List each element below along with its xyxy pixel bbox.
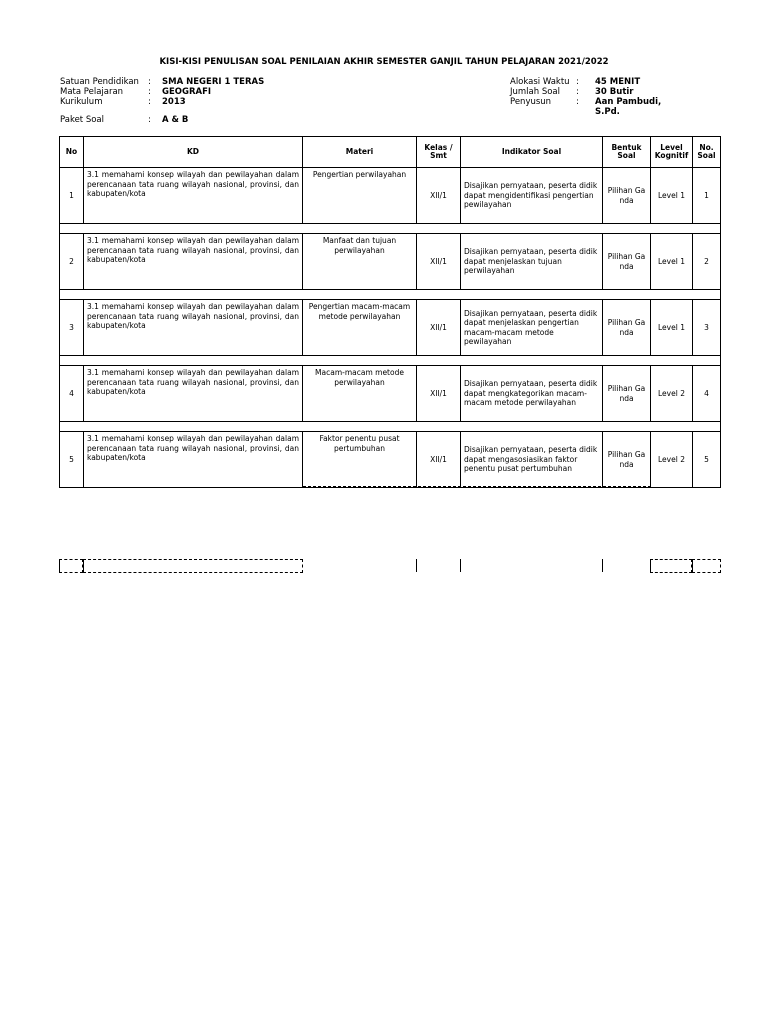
cell-kelas: XII/1 — [417, 234, 461, 290]
meta-label: Satuan Pendidikan — [60, 77, 139, 87]
cell-bentuk: Pilihan Ganda — [603, 234, 651, 290]
header-no: No — [60, 137, 84, 168]
meta-colon: : — [576, 87, 579, 97]
cell-no: 2 — [60, 234, 84, 290]
meta-colon: : — [576, 97, 579, 107]
cell-level: Level 2 — [651, 366, 693, 422]
footer-seg-kd — [83, 559, 303, 573]
meta-row-penyusun — [510, 97, 710, 117]
meta-colon: : — [148, 77, 151, 87]
cell-indikator: Disajikan pernyataan, peserta didik dapat mengidentifikasi pengertian pewilayahan — [461, 168, 603, 224]
table-row — [60, 366, 721, 422]
table-row — [60, 234, 721, 290]
cell-no: 3 — [60, 300, 84, 356]
cell-nosoal: 5 — [693, 432, 721, 488]
empty-footer-row — [59, 559, 721, 572]
cell-nosoal: 1 — [693, 168, 721, 224]
header-level: Level Kognitif — [651, 137, 693, 168]
meta-value: Aan Pambudi, S.Pd. — [595, 97, 662, 117]
meta-label: Paket Soal — [60, 115, 105, 125]
meta-row-alokasi — [510, 77, 710, 87]
meta-row-mapel — [60, 87, 360, 97]
cell-bentuk: Pilihan Ganda — [603, 168, 651, 224]
meta-value: SMA NEGERI 1 TERAS — [162, 77, 265, 87]
cell-indikator: Disajikan pernyataan, peserta didik dapat mengasosiasikan faktor penentu pusat pertumbuhan — [461, 432, 603, 488]
header-bentuk: Bentuk Soal — [603, 137, 651, 168]
meta-right — [510, 77, 710, 137]
cell-level: Level 1 — [651, 300, 693, 356]
cell-no: 5 — [60, 432, 84, 488]
meta-row-satuan — [60, 77, 360, 87]
meta-value: GEOGRAFI — [162, 87, 212, 97]
cell-indikator: Disajikan pernyataan, peserta didik dapat mengkategorikan macam- macam metode perwilayahan — [461, 366, 603, 422]
meta-label: Mata Pelajaran — [60, 87, 124, 97]
meta-value: A & B — [162, 115, 189, 125]
meta-value: 45 MENIT — [595, 77, 641, 87]
meta-colon: : — [148, 97, 151, 107]
table-row — [60, 300, 721, 356]
cell-materi: Faktor penentu pusat pertumbuhan — [303, 432, 417, 488]
footer-seg-no — [59, 559, 83, 573]
cell-kelas: XII/1 — [417, 366, 461, 422]
cell-indikator: Disajikan pernyataan, peserta didik dapat menjelaskan pengertian macam-macam metode pewilayahan — [461, 300, 603, 356]
cell-materi: Macam-macam metode perwilayahan — [303, 366, 417, 422]
footer-tick-kelas — [460, 559, 461, 572]
cell-kelas: XII/1 — [417, 168, 461, 224]
header-kelas: Kelas / Smt — [417, 137, 461, 168]
footer-seg-nosoal — [692, 559, 721, 573]
table-row — [60, 168, 721, 224]
meta-left — [60, 77, 360, 137]
meta-label: Penyusun — [510, 97, 552, 107]
gap-cell — [60, 356, 721, 366]
row-gap — [60, 356, 721, 366]
document-title: KISI-KISI PENULISAN SOAL PENILAIAN AKHIR SEMESTER GANJIL TAHUN PELAJARAN 2021/2022 — [159, 57, 609, 67]
cell-bentuk: Pilihan Ganda — [603, 432, 651, 488]
header-kd: KD — [84, 137, 303, 168]
meta-label: Jumlah Soal — [510, 87, 560, 97]
meta-label: Kurikulum — [60, 97, 103, 107]
meta-colon: : — [576, 77, 579, 87]
cell-bentuk: Pilihan Ganda — [603, 366, 651, 422]
gap-cell — [60, 290, 721, 300]
cell-materi: Pengertian macam-macam metode perwilayahan — [303, 300, 417, 356]
header-materi: Materi — [303, 137, 417, 168]
table-row — [60, 432, 721, 488]
row-gap — [60, 290, 721, 300]
cell-no: 4 — [60, 366, 84, 422]
table-bottom-fragment — [303, 486, 651, 487]
cell-kd: 3.1 memahami konsep wilayah dan pewilayahan dalam perencanaan tata ruang wilayah nasional, provinsi, dan kabupaten/kota — [84, 366, 303, 422]
cell-level: Level 1 — [651, 168, 693, 224]
meta-row-kurikulum — [60, 97, 360, 107]
meta-label: Alokasi Waktu — [510, 77, 570, 87]
header-indikator: Indikator Soal — [461, 137, 603, 168]
cell-nosoal: 4 — [693, 366, 721, 422]
cell-materi: Manfaat dan tujuan perwilayahan — [303, 234, 417, 290]
meta-value: 30 Butir — [595, 87, 634, 97]
header-nosoal: No. Soal — [693, 137, 721, 168]
meta-row-jumlah — [510, 87, 710, 97]
kisi-kisi-table — [59, 136, 721, 488]
cell-level: Level 2 — [651, 432, 693, 488]
cell-kelas: XII/1 — [417, 432, 461, 488]
cell-materi: Pengertian perwilayahan — [303, 168, 417, 224]
cell-level: Level 1 — [651, 234, 693, 290]
row-gap — [60, 422, 721, 432]
cell-kd: 3.1 memahami konsep wilayah dan pewilayahan dalam perencanaan tata ruang wilayah nasional, provinsi, dan kabupaten/kota — [84, 234, 303, 290]
meta-colon: : — [148, 115, 151, 125]
cell-kd: 3.1 memahami konsep wilayah dan pewilayahan dalam perencanaan tata ruang wilayah nasional, provinsi, dan kabupaten/kota — [84, 168, 303, 224]
cell-no: 1 — [60, 168, 84, 224]
footer-seg-level — [650, 559, 692, 573]
gap-cell — [60, 422, 721, 432]
row-gap — [60, 224, 721, 234]
cell-nosoal: 3 — [693, 300, 721, 356]
meta-value: 2013 — [162, 97, 186, 107]
cell-nosoal: 2 — [693, 234, 721, 290]
cell-bentuk: Pilihan Ganda — [603, 300, 651, 356]
meta-row-paket — [60, 115, 360, 125]
footer-tick-indikator — [602, 559, 603, 572]
table-header-row — [60, 137, 721, 168]
footer-tick-materi — [416, 559, 417, 572]
cell-kd: 3.1 memahami konsep wilayah dan pewilayahan dalam perencanaan tata ruang wilayah nasional, provinsi, dan kabupaten/kota — [84, 432, 303, 488]
meta-colon: : — [148, 87, 151, 97]
gap-cell — [60, 224, 721, 234]
cell-kelas: XII/1 — [417, 300, 461, 356]
cell-kd: 3.1 memahami konsep wilayah dan pewilayahan dalam perencanaan tata ruang wilayah nasional, provinsi, dan kabupaten/kota — [84, 300, 303, 356]
cell-indikator: Disajikan pernyataan, peserta didik dapat menjelaskan tujuan perwilayahan — [461, 234, 603, 290]
